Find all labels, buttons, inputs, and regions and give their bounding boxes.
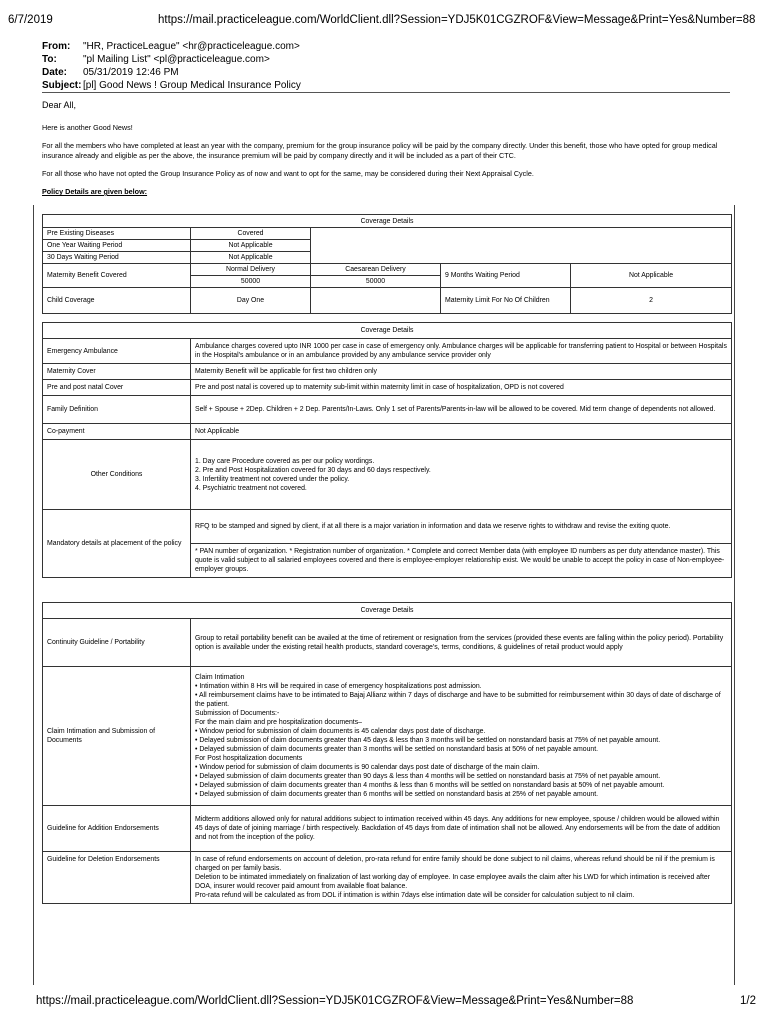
cell-label: One Year Waiting Period: [43, 240, 191, 252]
coverage-table-2: [42, 322, 732, 578]
list-item: • Window period for submission of claim documents is 90 calendar days post date of discharge of the main claim.: [195, 764, 540, 771]
cell-label: Child Coverage: [43, 288, 191, 314]
greeting: Dear All,: [42, 100, 77, 110]
cell-value: Ambulance charges covered upto INR 1000 per case in case of emergency only. Ambulance charges will be applicable for transferring patient to Hospital or between Hospitals in the Hospital's ambulance or in an ambulance provided by any ambulance service provider only: [191, 339, 732, 364]
cell-label: Maternity Cover: [43, 364, 191, 380]
list-item: Claim Intimation: [195, 674, 245, 681]
other-conditions-list: [191, 440, 732, 510]
subject-label: Subject:: [42, 80, 82, 91]
cell-label: Guideline for Deletion Endorsements: [43, 852, 191, 904]
cell-label: Co-payment: [43, 424, 191, 440]
list-item: For the main claim and pre hospitalization documents–: [195, 719, 362, 726]
cell-value: Day One: [191, 288, 311, 314]
list-item: • Delayed submission of claim documents greater than 3 months will be settled on nonstandard basis at 50% of net payable amount.: [195, 746, 599, 753]
print-footer: [8, 995, 760, 1009]
print-date: 6/7/2019: [8, 14, 53, 26]
list-item: 1. Day care Procedure covered as per our policy wordings.: [195, 457, 375, 465]
cell-label: Family Definition: [43, 396, 191, 424]
table-heading: Coverage Details: [43, 603, 732, 619]
paragraph-1: Here is another Good News!: [42, 123, 133, 132]
cell-label: Continuity Guideline / Portability: [43, 619, 191, 667]
date-label: Date:: [42, 67, 68, 78]
list-item: For Post hospitalization documents: [195, 755, 303, 762]
paragraph-2: For all the members who have completed at least an year with the company, premium for the group insurance policy will be paid by the company directly. Under this benefit, those who have opted for group medical insurance already and eligible as per the above, the insurance premium will be paid by company directly and it will be included as a part of their CTC.: [42, 141, 718, 160]
cell-label: Mandatory details at placement of the policy: [43, 510, 191, 578]
cell-value: Self + Spouse + 2Dep. Children + 2 Dep. Parents/In-Laws. Only 1 set of Parents/Parents-in-law will be allowed to be covered. Mid term change of dependents not allowed.: [191, 396, 732, 424]
cell-value: Pre and post natal is covered up to maternity sub-limit within maternity limit in case of hospitalization, OPD is not covered: [191, 380, 732, 396]
cell-value: RFQ to be stamped and signed by client, if at all there is a major variation in information and data we reserve rights to withdraw and revise the exiting quote.: [191, 510, 732, 544]
list-item: In case of refund endorsements on account of deletion, pro-rata refund for entire family should be done subject to nil claims, whereas refund should be nil if the premium is charged on per family basis.: [195, 856, 715, 872]
list-item: 4. Psychiatric treatment not covered.: [195, 484, 307, 492]
claim-list: [191, 667, 732, 806]
list-item: • Delayed submission of claim documents greater than 4 months & less than 6 months will be settled on nonstandard basis at 50% of net payable amount.: [195, 782, 665, 789]
policy-heading: Policy Details are given below:: [42, 187, 148, 196]
list-item: • Delayed submission of claim documents greater than 90 days & less than 4 months will be settled on nonstandard basis at 75% of net payable amount.: [195, 773, 661, 780]
normal-delivery: Normal Delivery: [191, 264, 311, 276]
caesarean-amount: 50000: [311, 276, 441, 288]
cell-value: 2: [571, 288, 732, 314]
cell-label: Maternity Limit For No Of Children: [441, 288, 571, 314]
email-header: [42, 40, 301, 92]
cell-label: Emergency Ambulance: [43, 339, 191, 364]
from-value: "HR, PracticeLeague" <hr@practiceleague.com>: [83, 41, 300, 52]
table-heading: Coverage Details: [43, 323, 732, 339]
print-header: [8, 14, 760, 28]
list-item: Deletion to be intimated immediately on finalization of last working day of employee. In case employee avails the claim after his LWD for which intimation is received after DOA, insurer would recover paid amount from available float balance.: [195, 874, 710, 890]
page-number: 1/2: [740, 995, 756, 1007]
subject-value: [pl] Good News ! Group Medical Insurance Policy: [83, 80, 301, 91]
coverage-table-1: [42, 214, 732, 314]
list-item: 2. Pre and Post Hospitalization covered for 30 days and 60 days respectively.: [195, 466, 431, 474]
email-body: [42, 100, 732, 197]
cell-value: Midterm additions allowed only for natural additions subject to intimation received within 45 days. Any additions for new employee, spouse / children would be allowed within 45 days of date of joining marriage / birth respectively. Backdation of 45 days from date of intimation shall not be allowed. Any endorsements will be from the date of addition and not from the inception of the policy.: [191, 806, 732, 852]
cell-label: Guideline for Addition Endorsements: [43, 806, 191, 852]
cell-label: Claim Intimation and Submission of Documents: [43, 667, 191, 806]
date-value: 05/31/2019 12:46 PM: [83, 67, 179, 78]
list-item: • Delayed submission of claim documents greater than 6 months will be settled on nonstandard basis at 25% of net payable amount.: [195, 791, 599, 798]
cell-label: Other Conditions: [43, 440, 191, 510]
list-item: Pro-rata refund will be calculated as from DOL if intimation is within 7days else intimation date will be consider for calculation subject to nil claim.: [195, 892, 635, 899]
list-item: • Intimation within 8 Hrs will be required in case of emergency hospitalizations post admission.: [195, 683, 482, 690]
cell-value: Not Applicable: [191, 252, 311, 264]
from-label: From:: [42, 41, 71, 52]
list-item: 3. Infertility treatment not covered under the policy.: [195, 475, 350, 483]
cell-value: Maternity Benefit will be applicable for first two children only: [191, 364, 732, 380]
list-item: • Window period for submission of claim documents is 45 calendar days post date of discharge.: [195, 728, 486, 735]
cell-label: Maternity Benefit Covered: [43, 264, 191, 288]
cell-value: Not Applicable: [191, 424, 732, 440]
footer-url: https://mail.practiceleague.com/WorldClient.dll?Session=YDJ5K01CGZROF&View=Message&Print=Yes&Number=88: [36, 995, 634, 1007]
print-url: https://mail.practiceleague.com/WorldClient.dll?Session=YDJ5K01CGZROF&View=Message&Print=Yes&Number=88: [158, 14, 756, 26]
coverage-table-3: [42, 602, 732, 904]
cell-label: 30 Days Waiting Period: [43, 252, 191, 264]
deletion-list: [191, 852, 732, 904]
cell-value: Not Applicable: [571, 264, 732, 288]
to-label: To:: [42, 54, 57, 65]
cell-label: Pre Existing Diseases: [43, 228, 191, 240]
cell-value: * PAN number of organization. * Registration number of organization. * Complete and correct Member data (with employee ID numbers as per duty attendance master). This quote is valid subject to all salaried employees covered and there is employee-employer relationship exist. We would be unable to accept the policy in case of Non-employee-employer groups.: [191, 544, 732, 578]
table-heading: Coverage Details: [43, 215, 732, 228]
cell-label: 9 Months Waiting Period: [441, 264, 571, 288]
cell-value: Not Applicable: [191, 240, 311, 252]
list-item: Submission of Documents:-: [195, 710, 280, 717]
list-item: • Delayed submission of claim documents greater than 45 days & less than 3 months will be settled on nonstandard basis at 75% of net payable amount.: [195, 737, 661, 744]
to-value: "pl Mailing List" <pl@practiceleague.com>: [83, 54, 270, 65]
cell-value: Covered: [191, 228, 311, 240]
cell-value: Group to retail portability benefit can be availed at the time of retirement or resignation from the services (provided these events are falling within the policy period). Portability option is available under the existing retail health products, standard coverage's, terms, conditions, & guidelines of retail product would apply: [191, 619, 732, 667]
header-divider: [42, 92, 730, 93]
normal-amount: 50000: [191, 276, 311, 288]
paragraph-3: For all those who have not opted the Group Insurance Policy as of now and want to opt for the same, may be considered during their Next Appraisal Cycle.: [42, 169, 534, 178]
caesarean-delivery: Caesarean Delivery: [311, 264, 441, 276]
cell-label: Pre and post natal Cover: [43, 380, 191, 396]
list-item: • All reimbursement claims have to be intimated to Bajaj Allianz within 7 days of discharge and have to be submitted for reimbursement within 30 days of date of discharge of the patient.: [195, 692, 721, 708]
